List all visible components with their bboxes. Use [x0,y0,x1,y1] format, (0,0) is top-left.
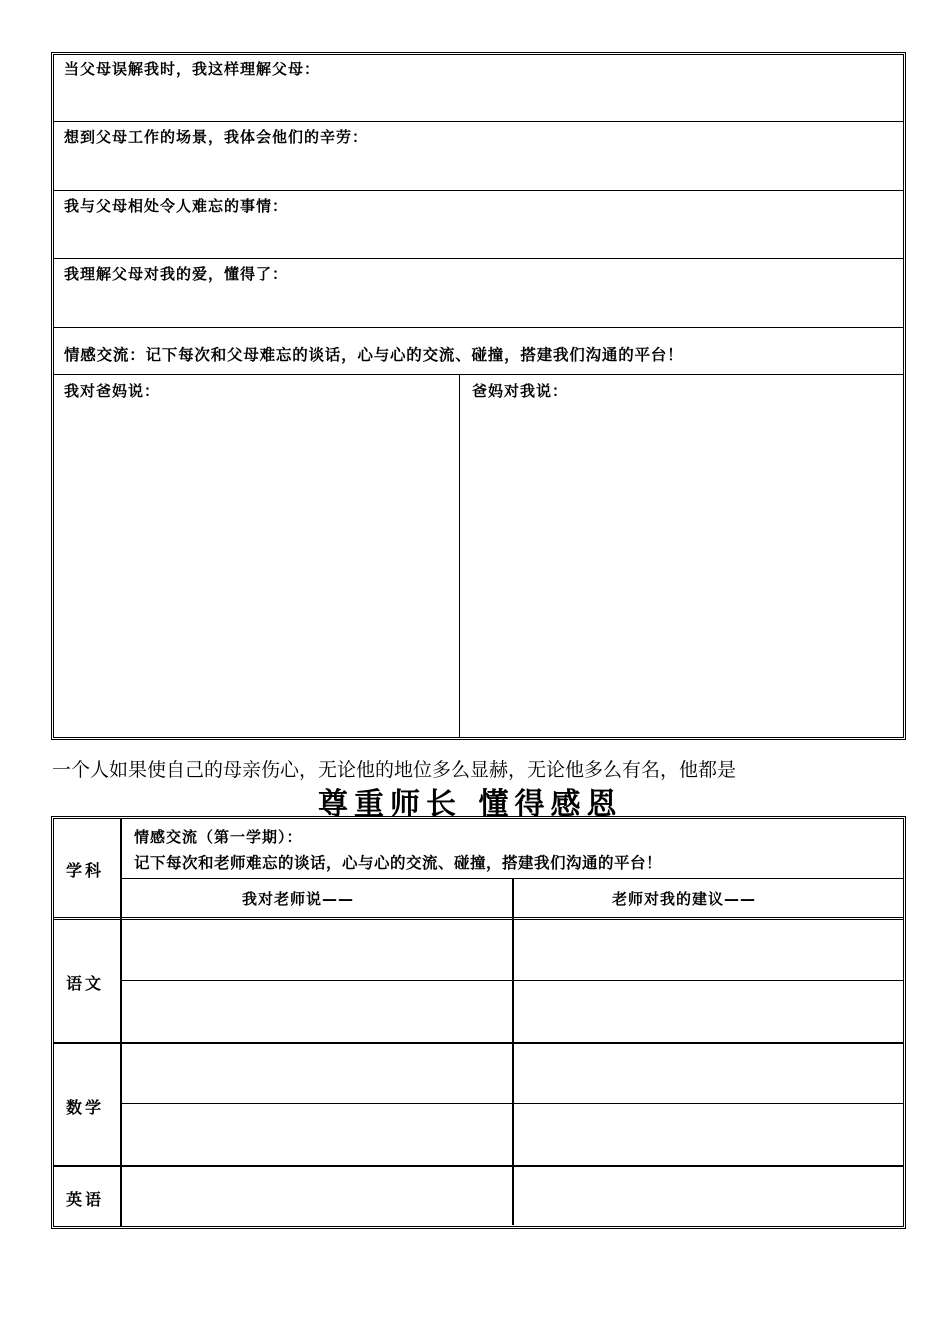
exchange-title: 情感交流：记下每次和父母难忘的谈话，心与心的交流、碰撞，搭建我们沟通的平台！ [64,346,684,364]
prompt-parents-love: 我理解父母对我的爱，懂得了： [64,265,289,283]
subject-divider [54,1165,903,1167]
row-divider [54,190,903,191]
exchange-line-1: 情感交流（第一学期）： [134,828,303,846]
middle-column-divider [512,878,514,1225]
header-bottom [54,917,903,920]
row-divider [54,258,903,259]
prompt-memorable-event: 我与父母相处令人难忘的事情： [64,197,289,215]
prompt-parents-work: 想到父母工作的场景，我体会他们的辛劳： [64,128,369,146]
subject-chinese: 语文 [66,974,105,993]
subject-english: 英语 [66,1190,105,1209]
row-divider [54,121,903,122]
exchange-line-2: 记下每次和老师难忘的谈话，心与心的交流、碰撞，搭建我们沟通的平台！ [134,854,663,872]
inner-row-divider [121,1103,903,1104]
prompt-misunderstanding: 当父母误解我时，我这样理解父母： [64,60,321,78]
inner-row-divider [121,980,903,981]
subject-divider [54,1042,903,1044]
column-divider [459,375,460,737]
label-parents-say-to-me: 爸妈对我说： [472,382,569,400]
subject-header: 学科 [66,861,105,880]
row-divider [54,327,903,328]
col-teacher-advice: 老师对我的建议—— [612,890,757,908]
row-divider [54,374,903,375]
quote-text: 一个人如果使自己的母亲伤心，无论他的地位多么显赫，无论他多么有名，他都是 [52,759,737,781]
col-i-say-to-teacher: 我对老师说—— [242,890,355,908]
subject-math: 数学 [66,1098,105,1117]
label-i-say-to-parents: 我对爸妈说： [64,382,161,400]
section-title: 尊重师长 懂得感恩 [318,787,623,822]
